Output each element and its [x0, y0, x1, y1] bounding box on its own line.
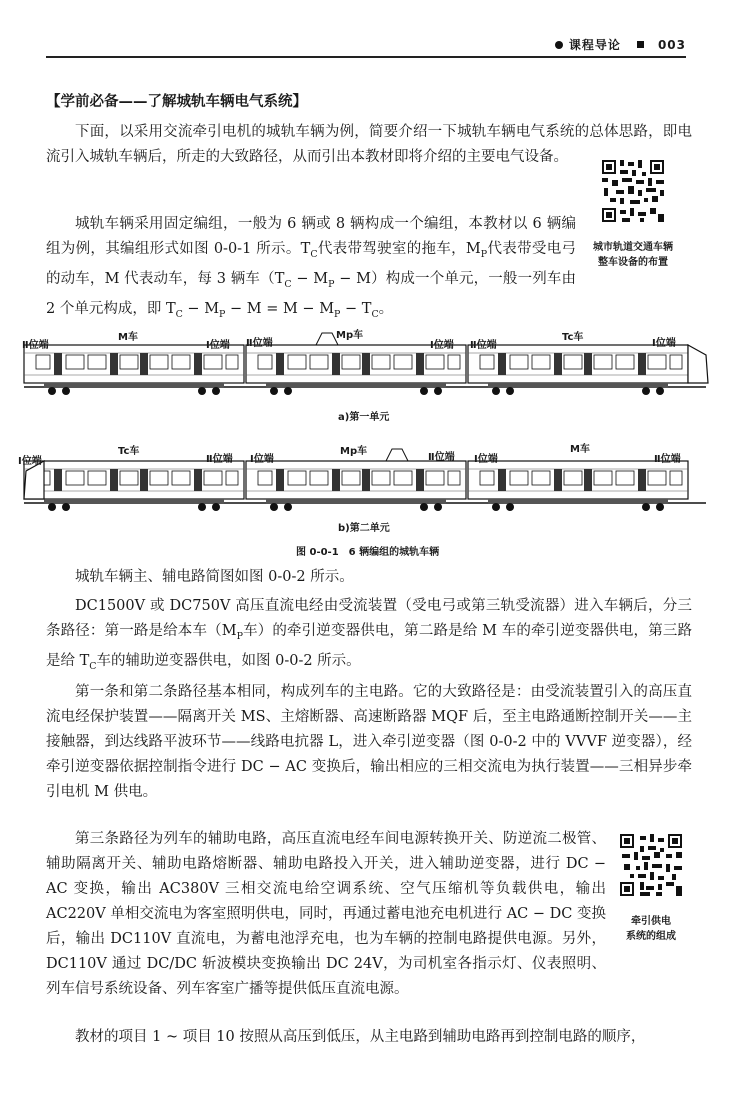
subcaption-a: a)第一单元 [338, 412, 390, 423]
running-header [555, 36, 686, 53]
paragraph-aux-circuit [46, 827, 606, 1002]
car-label: M车 [118, 332, 138, 343]
paragraph-three-paths: DC1500V 或 DC750V 高压直流电经由受流装置（受电弓或第三轨受流器）进入车辆后，分三条路径：第一路是给本车（$M_P$车）的牵引逆变器供电，第二路是给 M 车的牵引逆变器供电，第三路是给 $T_C$车的辅助逆变器供电，如图 0-0-2 所示。 [46, 598, 692, 672]
end-label: Ⅱ位端 [470, 340, 497, 351]
car-label: Tc车 [118, 446, 140, 457]
car-mp-b [246, 461, 466, 511]
end-label: Ⅱ位端 [428, 452, 455, 463]
qr-caption-1 [580, 240, 686, 270]
car-m-a [24, 345, 244, 395]
section-title: 【学前必备——了解城轨车辆电气系统】 [46, 94, 307, 110]
qr-code-1[interactable] [600, 158, 666, 224]
car-tc-a [468, 345, 688, 395]
paragraph-intro [46, 120, 692, 170]
end-label: Ⅰ位端 [474, 454, 498, 465]
end-label: Ⅱ位端 [206, 454, 233, 465]
page-number: 003 [657, 37, 686, 52]
paragraph-main-circuit [46, 680, 692, 805]
subcaption-b: b)第二单元 [338, 523, 390, 534]
end-label: Ⅱ位端 [246, 338, 273, 349]
qr-caption-1-line2: 整车设备的布置 [598, 257, 668, 268]
end-label: Ⅰ位端 [206, 340, 230, 351]
car-mp-a [246, 345, 466, 395]
header-section: 课程导论 [568, 38, 621, 52]
end-label: Ⅰ位端 [18, 456, 42, 467]
figure-caption: 图 0-0-1 6 辆编组的城轨车辆 [296, 547, 440, 558]
square-bullet-icon [637, 41, 644, 48]
qr-caption-2-line2: 系统的组成 [626, 931, 676, 942]
qr-caption-1-line1: 城市轨道交通车辆 [593, 242, 673, 253]
paragraph-course-order-text: 教材的项目 1 ~ 项目 10 按照从高压到低压，从主电路到辅助电路再到控制电路的顺序， [75, 1029, 646, 1045]
end-label: Ⅰ位端 [652, 338, 676, 349]
paragraph-aux-circuit-text: 第三条路径为列车的辅助电路，高压直流电经车间电源转换开关、防逆流二极管、辅助隔离开关、辅助电路熔断器、辅助电路投入开关，进入辅助逆变器，进行 DC − AC 变换，输出 AC380V 三相交流电给空调系统、空气压缩机等负载供电，输出 AC220V 单相交流电为客室照明供电，同时，再通过蓄电池充电机进行 AC − DC 变换后，输出 DC110V 直流电，为蓄电池浮充电，也为车辆的控制电路提供电源。另外，DC110V 通过 DC/DC 斩波模块变换输出 DC 24V，为司机室各指示灯、仪表照明、列车信号系统设备、列车客室广播等提供低压直流电源。 [46, 831, 606, 997]
paragraph-circuit-ref-text: 城轨车辆主、辅电路简图如图 0-0-2 所示。 [75, 569, 354, 585]
paragraph-course-order [46, 1025, 692, 1050]
qr-caption-2-line1: 牵引供电 [631, 916, 671, 927]
end-label: Ⅱ位端 [22, 340, 49, 351]
paragraph-intro-text: 下面，以采用交流牵引电机的城轨车辆为例，简要介绍一下城轨车辆电气系统的总体思路，即电流引入城轨车辆后，所走的大致路径，从而引出本教材即将介绍的主要电气设备。 [46, 124, 692, 165]
car-m-b [468, 461, 688, 511]
car-label: Tc车 [562, 332, 584, 343]
qr-code-icon [618, 832, 684, 898]
car-tc-b [24, 461, 244, 511]
paragraph-circuit-ref [46, 565, 692, 590]
header-rule [46, 56, 686, 58]
car-label: M车 [570, 444, 590, 455]
end-label: Ⅱ位端 [654, 454, 681, 465]
end-label: Ⅰ位端 [430, 340, 454, 351]
paragraph-main-circuit-text: 第一条和第二条路径基本相同，构成列车的主电路。它的大致路径是：由受流装置引入的高压直流电经保护装置——隔离开关 MS、主熔断器、高速断路器 MQF 后，至主电路通断控制开关——主接触器，到达线路平波环节——线路电抗器 L，进入牵引逆变器（图 0-0-2 中的 VVVF 逆变器），经牵引逆变器依据控制指令进行 DC − AC 变换后，输出相应的三相交流电为执行装置——三相异步牵引电机 M 供电。 [46, 684, 692, 800]
bullet-dot-icon [555, 41, 563, 49]
qr-code-icon [600, 158, 666, 224]
car-label: Mp车 [336, 330, 364, 341]
car-label: Mp车 [340, 446, 368, 457]
qr-caption-2 [604, 914, 698, 944]
qr-code-2[interactable] [618, 832, 684, 898]
paragraph-formation: 城轨车辆采用固定编组，一般为 6 辆或 8 辆构成一个编组，本教材以 6 辆编组为例，其编组形式如图 0-0-1 所示。$T_C$代表带驾驶室的拖车，$M_P$代表带受电弓的动车，M 代表动车，每 3 辆车$(T_C - M_P - M)$构成一个单元，一般一列车由 2 个单元构成，即 $T_C - M_P - M = M - M_P - T_C$。 [46, 216, 577, 320]
end-label: Ⅰ位端 [250, 454, 274, 465]
